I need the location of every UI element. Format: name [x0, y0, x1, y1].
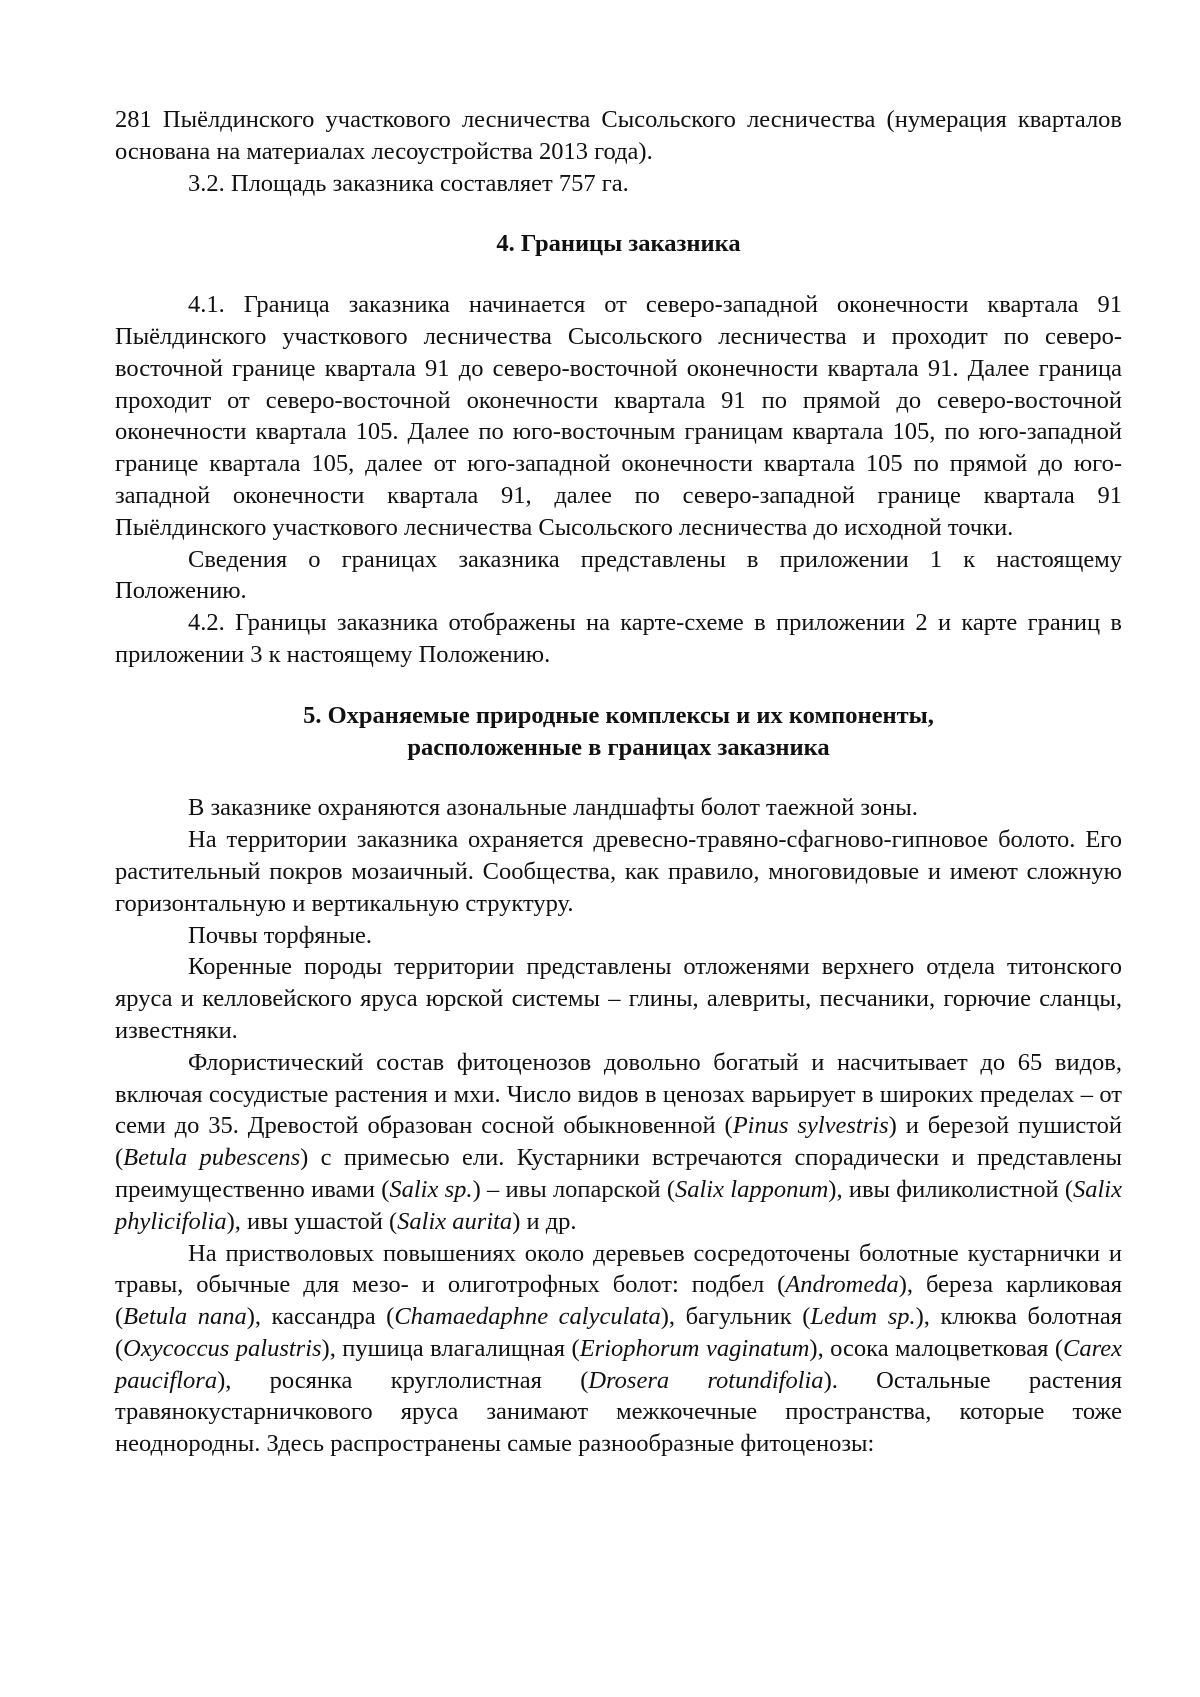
text-run: ), багульник (	[660, 1303, 811, 1331]
text-run: ), береза карликовая (	[115, 1271, 1122, 1331]
section-5-heading-line-2: расположенные в границах заказника	[407, 733, 830, 761]
text-run: На приствoловых повышениях около деревьев сосредоточены болотные кустарнички и травы, обычные для мезо- и олиготрофных болот: подбел (	[115, 1239, 1122, 1299]
latin-name: Salix lapponum	[675, 1175, 829, 1203]
latin-name: Drosera rotundifolia	[588, 1366, 824, 1394]
paragraph-4-2: 4.2. Границы заказника отображены на карте-схеме в приложении 2 и карте границ в приложении 3 к настоящему Положению.	[115, 609, 1122, 668]
text-run: ) и березой пушистой (	[115, 1112, 1122, 1172]
latin-name: Chamaedaphne calyculata	[394, 1303, 661, 1331]
paragraph-landscapes: В заказнике охраняются азональные ландшафты болот таежной зоны.	[188, 794, 918, 822]
paragraph-bedrock: Коренные породы территории представлены отложенями верхнего отдела титонского яруса и келловейского яруса юрской системы – глины, алевриты, песчаники, горючие сланцы, известняки.	[115, 953, 1122, 1044]
text-run: ), кассандра (	[246, 1303, 395, 1331]
text-run: ), клюква болотная (	[115, 1303, 1123, 1362]
text-run: ), ивы филиколистной (	[828, 1175, 1073, 1203]
paragraph-4-1: 4.1. Граница заказника начинается от северо-западной оконечности квартала 91 Пыёлдинского участкового лесничества Сысольского лесничества и проходит по северо-восточной границе квартала 91 до северо-восточной оконечности квартала 91. Далее граница проходит от северо-восточной оконечности квартала 91 по прямой до северо-восточной оконечности квартала 105. Далее по юго-восточным границам квартала 105, по юго-западной границе квартала 105, далее от юго-западной оконечности квартала 105 по прямой до юго-западной оконечности квартала 91, далее по северо-западной границе квартала 91 Пыёлдинского участкового лесничества Сысольского лесничества до исходной точки.	[115, 291, 1122, 541]
document-page	[115, 104, 1122, 1460]
paragraph-flora	[115, 1047, 1122, 1238]
paragraph-bog-description: На территории заказника охраняется древесно-травяно-сфагново-гипновое болото. Его растительный покров мозаичный. Сообщества, как правило, многовидовые и имеют сложную горизонтальную и вертикальную структуру.	[115, 826, 1122, 917]
text-run: Флористический состав фитоценозов довольно богатый и насчитывает до 65 видов, включая сосудистые растения и мхи. Число видов в ценозах варьирует в широких пределах – от семи до 35. Древостой образован сосной обыкновенной (	[115, 1048, 1122, 1140]
latin-name: Eriophorum vaginatum	[579, 1334, 810, 1362]
text-run: ) – ивы лопарской (	[472, 1175, 675, 1203]
text-run: ), ивы ушастой (	[226, 1207, 398, 1235]
text-run: ). Остальные растения травянокустарничкового яруса занимают межкочечные пространства, которые тоже неоднородны. Здесь распространены самые разнообразные фитоценозы:	[115, 1366, 1122, 1458]
text-run: ), пушица влагалищная (	[321, 1334, 580, 1362]
latin-name: Oxycoccus palustris	[123, 1334, 322, 1362]
latin-name: Carex pauciflora	[115, 1334, 1122, 1394]
latin-name: Betula pubescens	[123, 1144, 301, 1172]
paragraph-3-2: 3.2. Площадь заказника составляет 757 га.	[188, 169, 629, 197]
latin-name: Andromeda	[785, 1271, 899, 1299]
text-run: ) с примесью ели. Кустарники встречаются спорадически и представлены преимущественно ивами (	[115, 1144, 1123, 1203]
latin-name: Pinus sylvestris	[732, 1112, 889, 1140]
section-4-heading: 4. Границы заказника	[496, 230, 741, 258]
text-run: ), росянка круглолистная (	[217, 1366, 589, 1394]
latin-name: Salix phylicifolia	[115, 1175, 1122, 1235]
paragraph-shrubs	[115, 1238, 1122, 1461]
latin-name: Ledum sp.	[810, 1303, 916, 1331]
paragraph-4-1-appendix-note: Сведения о границах заказника представлены в приложении 1 к настоящему Положению.	[115, 545, 1122, 605]
latin-name: Betula nana	[123, 1303, 247, 1331]
latin-name: Salix sp.	[389, 1175, 473, 1203]
paragraph-soils: Почвы торфяные.	[188, 921, 373, 949]
section-5-heading	[115, 700, 1122, 764]
paragraph-3-1-continuation: 281 Пыёлдинского участкового лесничества Сысольского лесничества (нумерация кварталов основана на материалах лесоустройства 2013 года).	[115, 106, 1122, 165]
text-run: ), осока малоцветковая (	[809, 1334, 1064, 1362]
section-5-heading-line-1: 5. Охраняемые природные комплексы и их компоненты,	[303, 701, 934, 729]
latin-name: Salix aurita	[397, 1207, 513, 1235]
text-run: ) и др.	[512, 1207, 577, 1235]
